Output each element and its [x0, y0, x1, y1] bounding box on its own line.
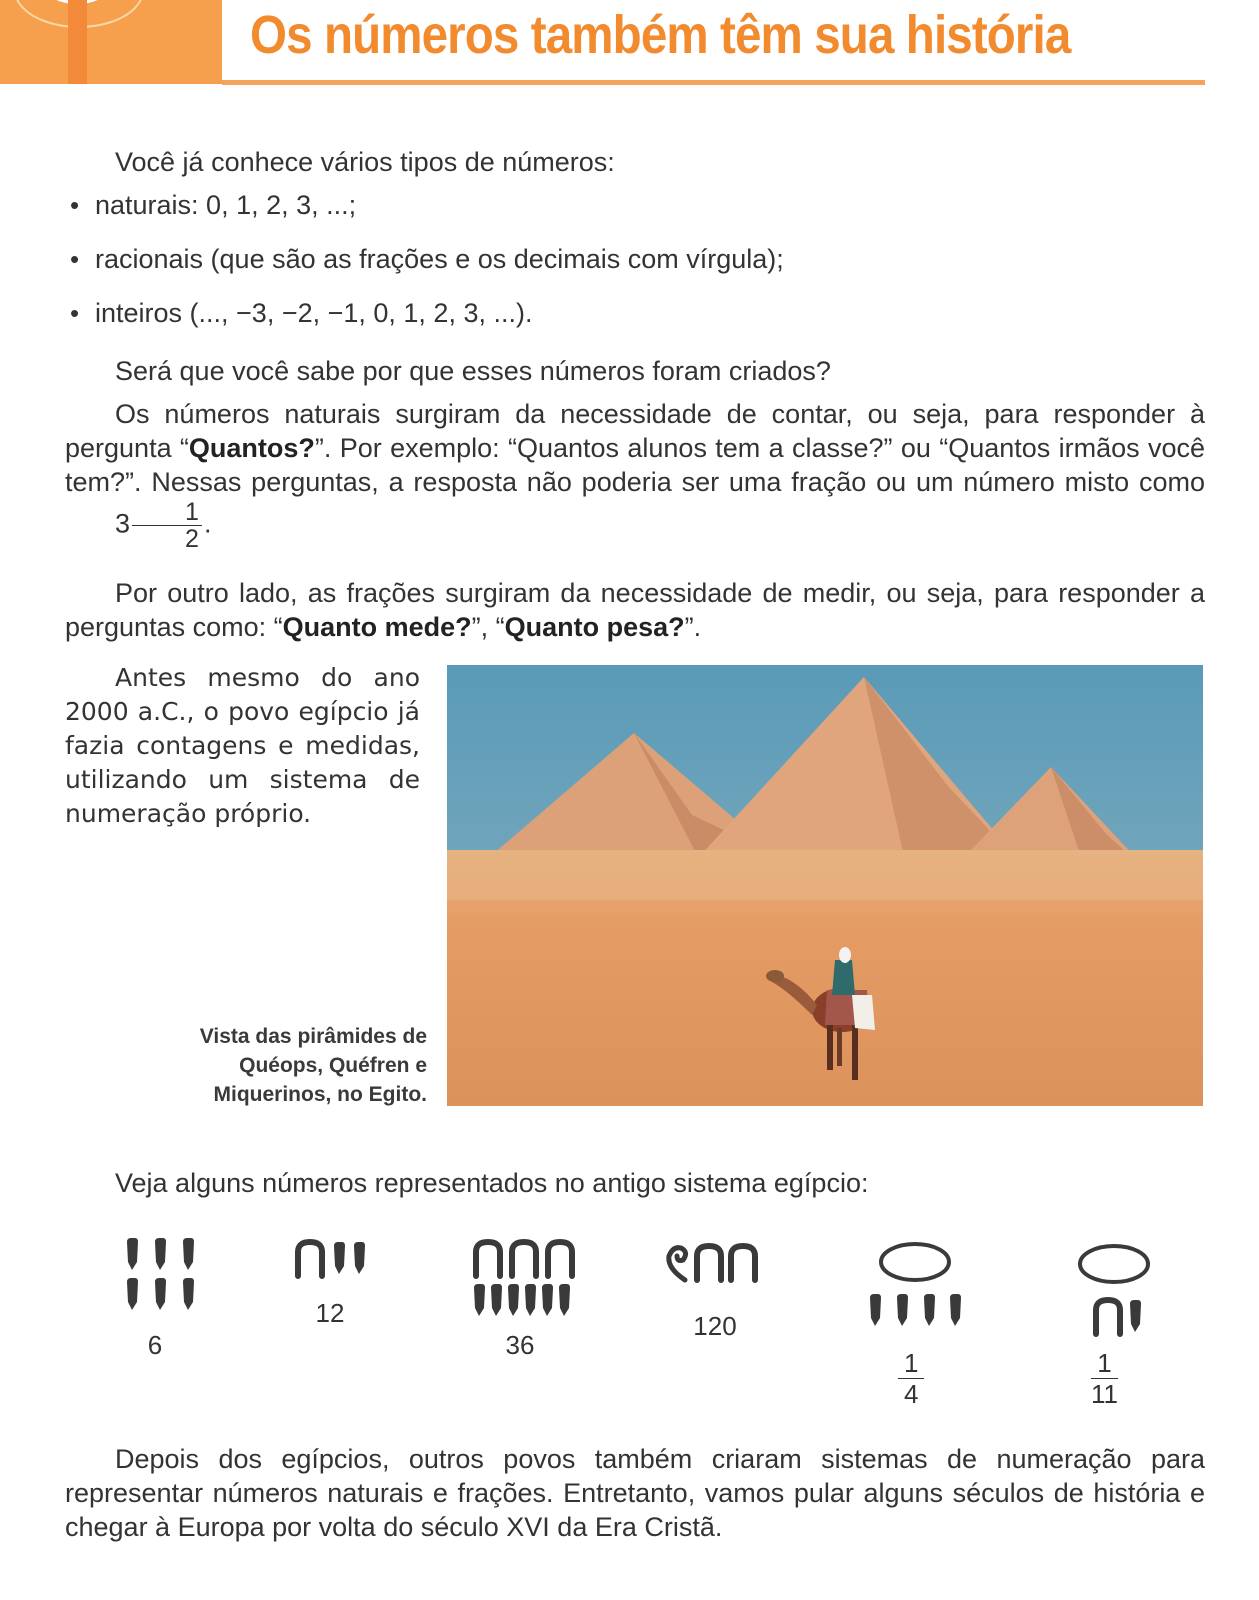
bullet-rationals — [70, 244, 784, 275]
hieroglyph-intro: Veja alguns números representados no antigo sistema egípcio: — [115, 1168, 869, 1198]
glyph-12 — [298, 1242, 365, 1276]
closing-paragraph: Depois dos egípcios, outros povos também criaram sistemas de numeração para representar números naturais e frações. Entretanto, vamos pular alguns séculos de história e chegar à Europa por volta do século XVI da Era Cristã. — [65, 1444, 1205, 1542]
page-title: Os números também têm sua história — [250, 5, 1071, 65]
text: ”, “ — [471, 612, 505, 642]
photo-caption — [150, 1022, 427, 1109]
mixed-whole: 3 — [115, 508, 131, 539]
pyramids-photo — [447, 665, 1203, 1106]
paragraph-naturals — [65, 397, 1205, 552]
glyph-one-eleventh — [1080, 1246, 1148, 1334]
text: Por outro lado, as frações surgiram da necessidade de medir, ou seja, para responder a perguntas como: “ — [65, 578, 1205, 642]
glyph-6 — [127, 1238, 194, 1310]
title-underline — [222, 80, 1205, 85]
glyph-120 — [669, 1246, 755, 1280]
fraction-one-half — [132, 499, 202, 552]
text: ”. Por exemplo: “Quantos alunos tem a classe?” ou “Quantos irmãos você tem?”. Nessas perguntas, a resposta não poderia ser uma fração ou um número misto como — [65, 433, 1205, 497]
bullet-text: inteiros (..., −3, −2, −1, 0, 1, 2, 3, ...). — [95, 298, 533, 328]
paragraph-fractions — [65, 576, 1205, 644]
bullet-naturals — [70, 190, 356, 221]
mixed-number — [65, 499, 204, 552]
denominator: 11 — [1091, 1379, 1118, 1409]
bold-quanto-pesa: Quanto pesa? — [504, 612, 685, 642]
bullet-integers — [70, 298, 532, 329]
bullet-text: naturais: 0, 1, 2, 3, ...; — [95, 190, 357, 220]
bullet-text: racionais (que são as frações e os decimais com vírgula); — [95, 244, 784, 274]
label-120: 120 — [693, 1311, 737, 1341]
pyramids-illustration — [447, 665, 1203, 1106]
glyph-one-fourth — [870, 1244, 961, 1326]
glyph-36 — [474, 1242, 572, 1316]
paragraph-egypt: Antes mesmo do ano 2000 a.C., o povo egípcio já fazia contagens e medidas, utilizando um sistema de numeração próprio. — [65, 663, 420, 828]
denominator: 2 — [185, 525, 199, 553]
label-12: 12 — [315, 1298, 345, 1328]
label-36: 36 — [505, 1330, 535, 1360]
text: . — [203, 508, 212, 539]
caption-line: Vista das pirâmides de — [199, 1025, 427, 1048]
caption-line: Quéops, Quéfren e — [239, 1054, 427, 1077]
header-stripe — [68, 0, 87, 84]
numerator: 1 — [898, 1348, 924, 1379]
bold-quanto-mede: Quanto mede? — [282, 612, 472, 642]
label-one-fourth — [898, 1348, 924, 1409]
intro-lead: Você já conhece vários tipos de números: — [115, 147, 615, 177]
numerator: 1 — [1091, 1348, 1117, 1379]
denominator: 4 — [904, 1379, 919, 1409]
numerator: 1 — [132, 499, 202, 526]
text: ”. — [684, 612, 702, 642]
egyptian-numerals — [0, 1230, 1259, 1360]
label-6: 6 — [147, 1330, 163, 1360]
label-one-eleventh — [1091, 1348, 1118, 1409]
text: Os números naturais surgiram da necessidade de contar, ou seja, para responder à pergunta “ — [65, 399, 1205, 463]
question-text: Será que você sabe por que esses números foram criados? — [115, 356, 831, 386]
caption-line: Miquerinos, no Egito. — [213, 1083, 427, 1106]
header-decoration — [0, 0, 222, 84]
bold-quantos: Quantos? — [188, 433, 315, 463]
